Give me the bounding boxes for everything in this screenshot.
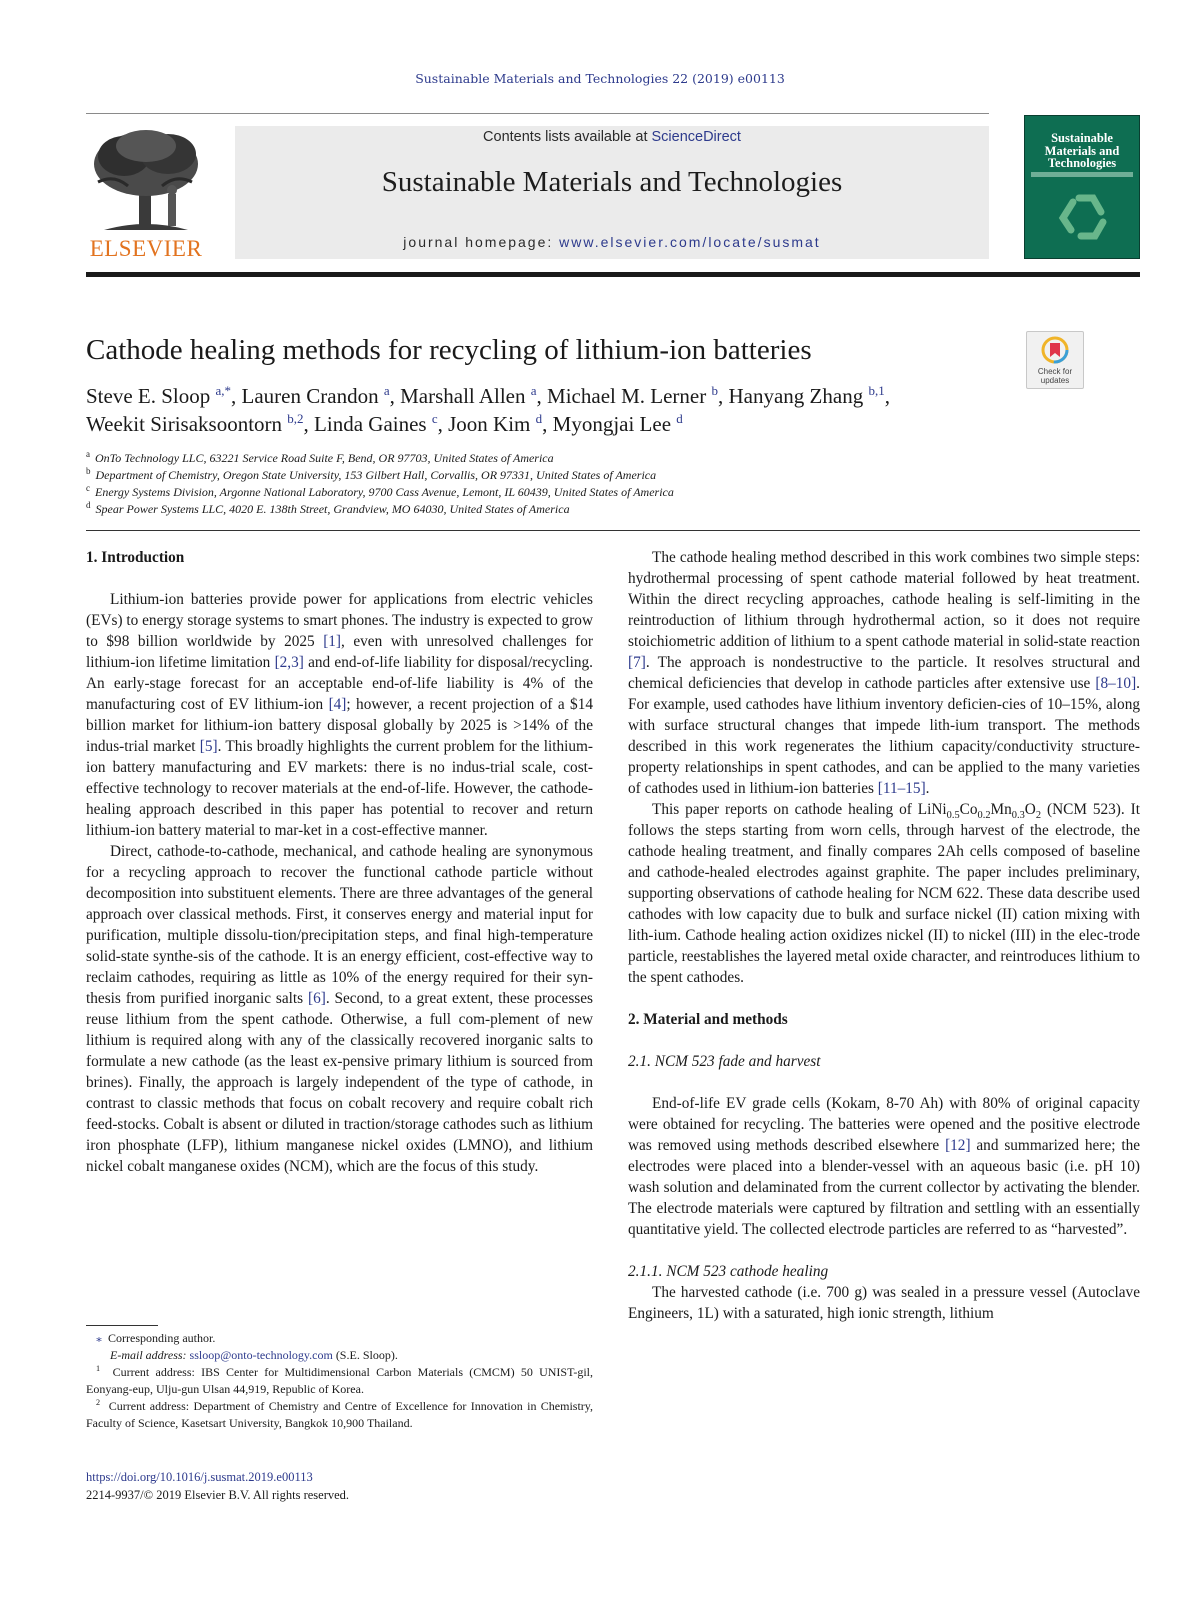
journal-homepage-link[interactable]: www.elsevier.com/locate/susmat [559, 234, 821, 250]
subsection-heading-fade-harvest: 2.1. NCM 523 fade and harvest [628, 1053, 821, 1070]
paragraph-methods-1: End-of-life EV grade cells (Kokam, 8-70 Ah) with 80% of original capacity were obtained for recycling. The batteries were opened and the positive electrode was removed using methods described elsewhere [12] and summarized here; the electrodes were placed into a blender-vessel with an aqueous basic (i.e. pH 10) wash solution and delaminated from the current collector by activating the blender. The electrode materials were captured by filtration and settling with an essentially quantitative yield. The collected electrode particles are referred to as “harvested”. [628, 1095, 1141, 1238]
author-affiliation-marker[interactable]: b [711, 383, 718, 398]
footnote-2: $^2$ Current address: Department of Chemistry and Centre of Excellence for Innovation in Chemistry, Faculty of Science, Kasetsart University, Bangkok 10,900 Thailand. [86, 1398, 594, 1430]
citation-link[interactable]: [7] [628, 654, 646, 671]
contents-line [235, 129, 989, 145]
doi-link[interactable]: https://doi.org/10.1016/j.susmat.2019.e00113 [86, 1470, 313, 1484]
journal-cover[interactable] [1024, 115, 1140, 259]
author-affiliation-marker[interactable]: b,2 [287, 411, 304, 426]
author-name[interactable]: Joon Kim [448, 412, 531, 436]
homepage-prefix: journal homepage: [403, 234, 560, 250]
section-heading-introduction: 1. Introduction [86, 549, 185, 566]
check-for-updates-badge[interactable] [1026, 331, 1084, 389]
check-for-updates-label: Check for updates [1037, 367, 1073, 385]
footnote-corresponding: ⁎ Corresponding author. [96, 1331, 216, 1345]
tree-icon [84, 126, 208, 238]
citation-link[interactable]: [2,3] [274, 654, 304, 671]
author-separator: , [542, 412, 553, 436]
citation-link[interactable]: [5] [199, 738, 218, 755]
running-head: Sustainable Materials and Technologies 22 (2019) e00113 [415, 71, 785, 86]
affiliation-b: $^b$ Department of Chemistry, Oregon State University, 153 Gilbert Hall, Corvallis, OR 97331, United States of America [86, 466, 657, 482]
citation-link[interactable]: [4] [328, 696, 347, 713]
author-separator: , [389, 384, 401, 408]
paragraph-intro-1: Lithium-ion batteries provide power for applications from electric vehicles (EVs) to energy storage systems to smart phones. The industry is expected to grow to $98 billion worldwide by 2025 [1], even with unresolved challenges for lithium-ion lifetime limitation [2,3] and end-of-life liability for disposal/recycling. An early-stage forecast for an acceptable end-of-life liability is 4% of the manufacturing cost of EV lithium-ion [4]; however, a recent projection of a $14 billion market for lithium-ion battery disposal globally by 2025 is >14% of the indus-trial market [5]. This broadly highlights the current problem for the lithium-ion battery manufacturing and EV markets: there is no indus-trial scale, cost-effective technology to recover materials at the end-of-life. However, the cathode-healing approach described in this paper has potential to recover and return lithium-ion battery material to mar-ket in a cost-effective manner. [86, 591, 594, 839]
author-affiliation-marker[interactable]: d [676, 411, 683, 426]
header-thick-rule [86, 272, 1140, 277]
subsection-heading-cathode-healing: 2.1.1. NCM 523 cathode healing [628, 1263, 829, 1280]
author-name[interactable]: Marshall Allen [400, 384, 526, 408]
author-separator: , [231, 384, 242, 408]
homepage-line [235, 234, 989, 250]
author-name[interactable]: Linda Gaines [314, 412, 427, 436]
top-divider [86, 113, 989, 114]
author-separator: , [717, 384, 729, 408]
paragraph-intro-4: This paper reports on cathode healing of $LiNi_{0.5}Co_{0.2}Mn_{0.3}O_2$ (NCM 523). It follows the steps starting from worn cells, through harvest of the electrode, the cathode healing treatment, and finally compares 2Ah cells composed of baseline and cathode-healed electrodes against graphite. The paper includes preliminary, supporting observations of cathode healing for NCM 622. These data describe used cathodes with low capacity due to bulk and surface nickel (II) cation mixing with lith-ium. Cathode healing action oxidizes nickel (II) to nickel (III) in the elec-trode particle, reestablishes the layered metal oxide character, and reintroduces lithium to the spent cathodes. [628, 801, 1140, 986]
paragraph-intro-3: The cathode healing method described in this work combines two simple steps: hydrothermal processing of spent cathode material followed by heat treatment. Within the direct recycling approaches, cathode healing is self-limiting in the reintroduction of lithium through hydrothermal action, so it does not require stoichiometric addition of lithium to a spent cathode material in solid-state reaction [7]. The approach is nondestructive to the particle. It resolves structural and chemical deficiencies that develop in cathode particles after extensive use [8–10]. For example, used cathodes have lithium inventory deficien-cies of 10–15%, along with surface structural changes that impede lith-ium transport. The methods described in this work regenerates the lithium capacity/conductivity structure-property relationships in spent cathodes, and can be applied to the many varieties of cathodes used in lithium-ion batteries [11–15]. [628, 549, 1140, 797]
citation-link[interactable]: [12] [945, 1137, 971, 1154]
copyright-line: 2214-9937/© 2019 Elsevier B.V. All rights reserved. [86, 1488, 350, 1502]
author-name[interactable]: Hanyang Zhang [728, 384, 864, 408]
author-name[interactable]: Myongjai Lee [552, 412, 672, 436]
author-separator: , [884, 384, 890, 408]
left-column [86, 547, 593, 1177]
footnote-rule [86, 1325, 158, 1326]
author-name[interactable]: Steve E. Sloop [86, 384, 211, 408]
right-column [628, 547, 1140, 1324]
citation-link[interactable]: [1] [323, 633, 342, 650]
elsevier-logo [84, 126, 208, 262]
footnote-email: E-mail address: ssloop@onto-technology.com (S.E. Sloop). [110, 1348, 398, 1362]
cover-subtitle-bar [1031, 172, 1133, 177]
author-name[interactable]: Michael M. Lerner [547, 384, 707, 408]
cover-title: Sustainable Materials and Technologies [1044, 131, 1120, 170]
paragraph-intro-2: Direct, cathode-to-cathode, mechanical, and cathode healing are synonymous for a recycling approach to recover the functional cathode particle without decomposition into substituent elements. There are three advantages of the general approach over classical methods. First, it conserves energy and material input for purification, multiple dissolu-tion/precipitation steps, and final high-temperature solid-state synthe-sis of the cathode. It is an energy efficient, cost-effective way to reclaim cathodes, requiring as little as 10% of the energy required for their syn-thesis from purified inorganic salts [6]. Second, to a great extent, these processes reuse lithium from the spent cathode. Otherwise, a full com-plement of new lithium is required along with any of the classically recovered inorganic salts to formulate a new cathode (as the least ex-pensive primary lithium is sourced from brines). Finally, the approach is largely independent of the type of cathode, in contrast to classic methods that focus on cobalt recovery and require cobalt rich feed-stocks. Cobalt is absent or diluted in traction/storage cathodes such as lithium iron phosphate (LFP), lithium manganese nickel oxides (LMNO), and lithium nickel cobalt manganese oxides (NCM), which are the focus of this study. [86, 843, 593, 1175]
email-link[interactable]: ssloop@onto-technology.com [189, 1348, 333, 1362]
author-affiliation-marker[interactable]: a [530, 383, 537, 398]
citation-link[interactable]: [8–10] [1095, 675, 1137, 692]
author-name[interactable]: Weekit Sirisaksoontorn [86, 412, 283, 436]
author-affiliation-marker[interactable]: b,1 [868, 383, 885, 398]
author-affiliation-marker[interactable]: a,* [215, 383, 232, 398]
journal-title: Sustainable Materials and Technologies [381, 166, 843, 198]
recycle-icon [1055, 190, 1111, 246]
affiliation-a: $^a$ OnTo Technology LLC, 63221 Service Road Suite F, Bend, OR 97703, United States of America [86, 449, 554, 465]
publisher-wordmark: ELSEVIER [89, 236, 203, 261]
author-affiliation-marker[interactable]: d [535, 411, 543, 426]
sciencedirect-link[interactable]: ScienceDirect [651, 129, 741, 145]
footnote-1: $^1$ Current address: IBS Center for Multidimensional Carbon Materials (CMCM) 50 UNIST-gil, Eonyang-eup, Ulju-gun Ulsan 44,919, Republic of Korea. [86, 1364, 593, 1396]
bookmark-icon [1041, 336, 1069, 364]
paragraph-methods-2: The harvested cathode (i.e. 700 g) was sealed in a pressure vessel (Autoclave Engineers, 1L) with a saturated, high ionic strength, lithium [628, 1284, 1140, 1322]
journal-banner [235, 126, 989, 259]
footnotes [86, 1330, 593, 1432]
author-affiliation-marker[interactable]: a [383, 383, 390, 398]
contents-prefix: Contents lists available at [483, 129, 652, 145]
author-list-line-1 [86, 384, 890, 409]
author-affiliation-marker[interactable]: c [431, 411, 438, 426]
citation-link[interactable]: [11–15] [877, 780, 926, 797]
author-separator: , [303, 412, 315, 436]
citation-link[interactable]: [6] [307, 990, 326, 1007]
author-list-line-2 [86, 412, 683, 437]
author-name[interactable]: Lauren Crandon [241, 384, 379, 408]
affiliation-d: $^d$ Spear Power Systems LLC, 4020 E. 138th Street, Grandview, MO 64030, United States of America [86, 500, 570, 516]
author-separator: , [437, 412, 449, 436]
section-heading-methods: 2. Material and methods [628, 1011, 788, 1028]
paper-title: Cathode healing methods for recycling of lithium-ion batteries [86, 334, 812, 366]
affiliation-c: $^c$ Energy Systems Division, Argonne National Laboratory, 9700 Cass Avenue, Lemont, IL 60439, United States of America [86, 483, 674, 499]
author-separator: , [536, 384, 548, 408]
front-matter-divider [86, 530, 1140, 531]
